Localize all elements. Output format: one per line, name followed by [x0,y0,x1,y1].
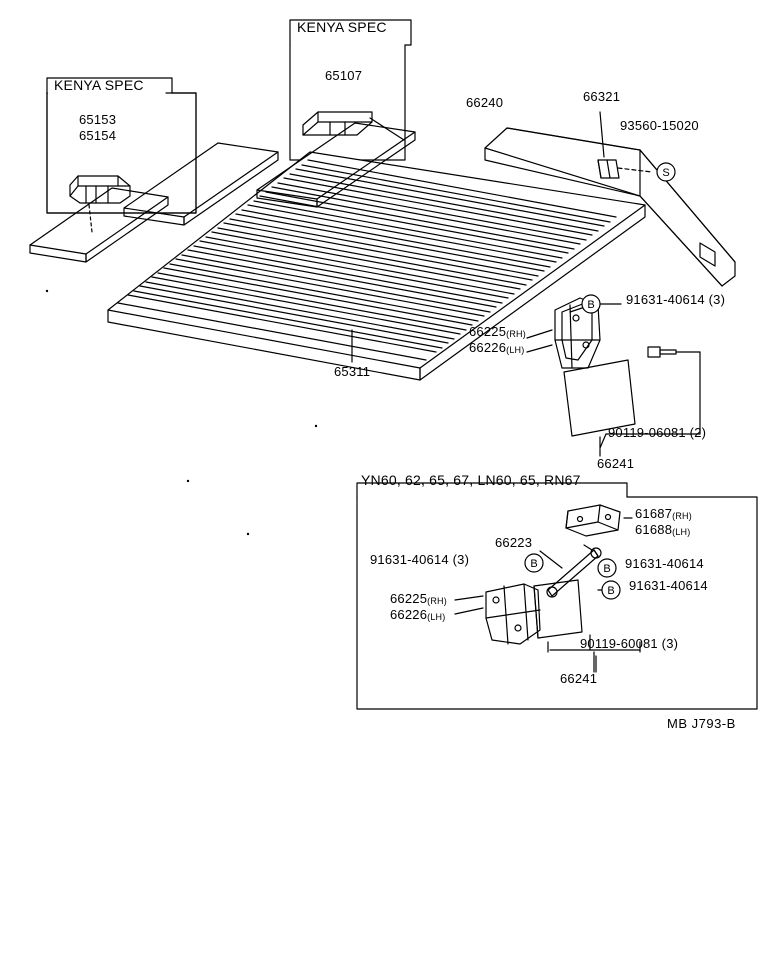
part-61687-61688-shape [566,505,620,536]
label-91631-40614-b: 91631-40614 [629,578,708,593]
label-65153: 65153 [79,112,117,127]
part-66321-shape [598,160,619,178]
label-90119-06081-2: 90119-06081 (2) [608,425,707,440]
label-66226-lh-lower: 66226(LH) [390,607,446,622]
label-66241-lower: 66241 [560,671,598,686]
bubble-b-bottom-left-letter: B [530,558,538,570]
kenya-spec-top-title: KENYA SPEC [297,19,387,35]
bubble-b-bottom-b-letter: B [607,585,615,597]
label-91631-40614-3-lower: 91631-40614 (3) [370,552,470,567]
label-91631-40614-a: 91631-40614 [625,556,704,571]
label-66223: 66223 [495,535,533,550]
kenya-spec-left-title: KENYA SPEC [54,77,144,93]
label-61687-rh: 61687(RH) [635,506,692,521]
bubble-b-bottom-a-letter: B [603,563,611,575]
label-66225-rh-upper: 66225(RH) [469,324,526,339]
diagram-footer-code: MB J793-B [667,716,736,731]
label-65311: 65311 [334,364,371,379]
label-66225-rh-lower: 66225(RH) [390,591,447,606]
label-90119-60081-3: 90119-60081 (3) [580,636,679,651]
part-66223-rod [547,548,601,597]
part-66241-lower-mudflap [534,580,582,638]
label-66241-upper: 66241 [597,456,635,471]
label-93560-15020: 93560-15020 [620,118,699,133]
variant-box-title: YN60, 62, 65, 67, LN60, 65, RN67 [361,472,581,488]
kenya-spec-left-box [47,77,196,213]
label-91631-40614-upper: 91631-40614 (3) [626,292,726,307]
label-61688-lh: 61688(LH) [635,522,691,537]
label-65154: 65154 [79,128,117,143]
label-66226-lh-upper: 66226(LH) [469,340,525,355]
label-66240: 66240 [466,95,504,110]
label-65107: 65107 [325,68,363,83]
bubble-s-letter: S [662,167,670,179]
label-66321: 66321 [583,89,621,104]
part-66225-66226-lower-bracket [486,584,540,644]
part-65311-bed-floor [108,152,645,380]
bubble-b-top-letter: B [587,299,595,311]
